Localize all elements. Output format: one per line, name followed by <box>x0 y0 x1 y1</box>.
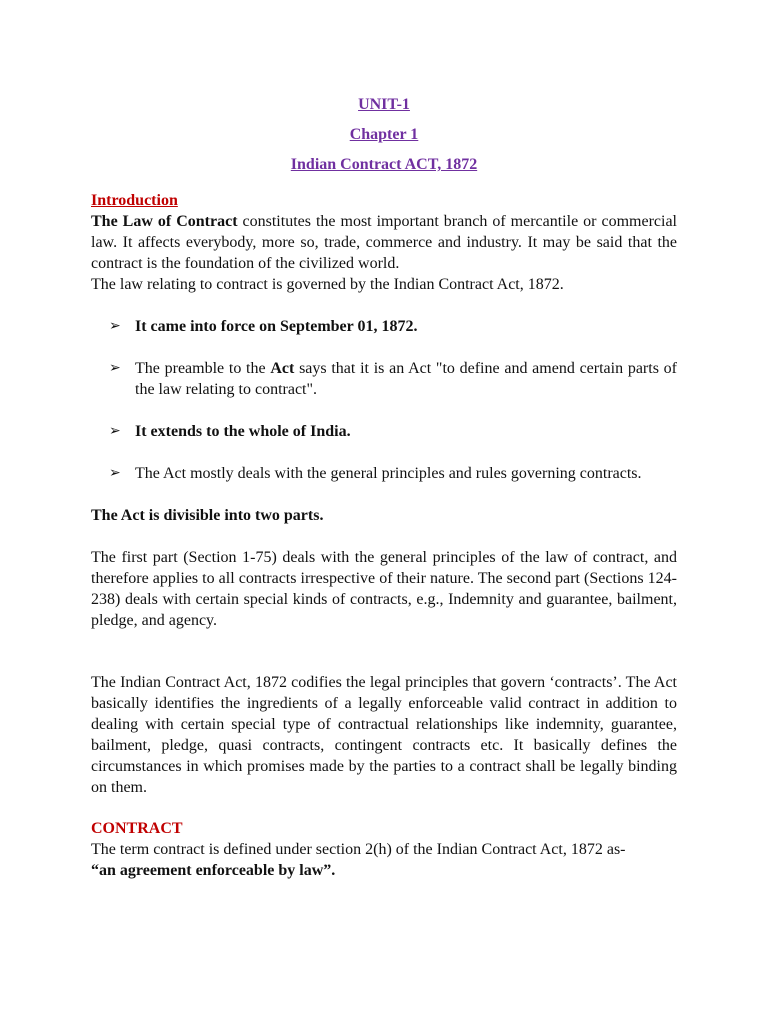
arrow-bullet-icon: ➢ <box>109 318 121 334</box>
preamble-text-post: says that it is an Act "to define and amend certain parts of the law relating to contract". <box>135 360 677 398</box>
document-title: Indian Contract ACT, 1872 <box>290 156 478 173</box>
introduction-text: constitutes the most important branch of mercantile or commercial law. It affects everybody, more so, trade, commerce and industry. It may be said that the contract is the foundation of the civilized world. <box>91 213 678 272</box>
list-item <box>91 316 677 337</box>
contract-definition-quote: “an agreement enforceable by law”. <box>91 862 336 879</box>
arrow-bullet-icon: ➢ <box>109 465 121 481</box>
introduction-paragraph <box>91 211 677 274</box>
act-term: Act <box>270 360 295 377</box>
arrow-bullet-icon: ➢ <box>109 423 121 439</box>
law-of-contract-term: The Law of Contract <box>91 213 238 230</box>
chapter-heading: Chapter 1 <box>349 126 419 143</box>
unit-heading: UNIT-1 <box>358 96 410 113</box>
list-item <box>91 358 677 400</box>
contract-definition-text: The term contract is defined under section 2(h) of the Indian Contract Act, 1872 as- <box>91 841 626 858</box>
arrow-bullet-icon: ➢ <box>109 360 121 376</box>
general-principles-text: The Act mostly deals with the general principles and rules governing contracts. <box>135 465 642 482</box>
two-parts-heading: The Act is divisible into two parts. <box>91 507 324 524</box>
parts-paragraph: The first part (Section 1-75) deals with the general principles of the law of contract, and therefore applies to all contracts irrespective of their nature. The second part (Sections 124-238) deals with certain special kinds of contracts, e.g., Indemnity and guarantee, bailment, pledge, and agency. <box>91 549 677 629</box>
force-date-text: It came into force on September 01, 1872. <box>135 318 418 335</box>
extent-text: It extends to the whole of India. <box>135 423 351 440</box>
list-item <box>91 463 677 484</box>
act-facts-list <box>91 316 677 484</box>
contract-heading: CONTRACT <box>91 820 183 837</box>
preamble-text-pre: The preamble to the <box>135 360 271 377</box>
list-item <box>91 421 677 442</box>
governing-act-line: The law relating to contract is governed by the Indian Contract Act, 1872. <box>91 276 564 293</box>
codification-paragraph: The Indian Contract Act, 1872 codifies the legal principles that govern ‘contracts’. The Act basically identifies the ingredients of a legally enforceable valid contract in addition to dealing with certain special type of contractual relationships like indemnity, guarantee, bailment, pledge, quasi contracts, contingent contracts etc. It basically defines the circumstances in which promises made by the parties to a contract shall be legally binding on them. <box>91 674 677 796</box>
introduction-heading: Introduction <box>91 192 178 209</box>
